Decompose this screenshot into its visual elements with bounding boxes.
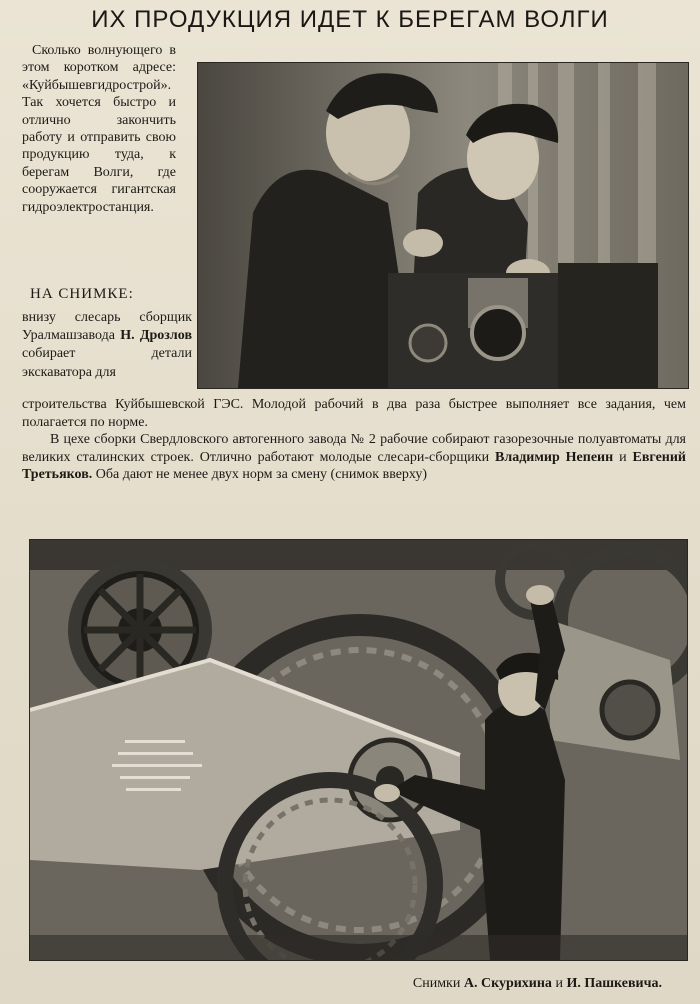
caption-p2-before: В цехе сборки Свердловского автогенного завода № 2 рабочие собирают газорезочные полуавтоматы для великих сталинских строек. Отлично работают молодые слесари-сборщики bbox=[22, 432, 686, 465]
photo-credits bbox=[0, 976, 662, 992]
photo-top-illustration bbox=[198, 63, 688, 388]
caption-side-before: внизу слесарь сборщик Уралмашзавода bbox=[22, 310, 192, 344]
headline: ИХ ПРОДУКЦИЯ ИДЕТ К БЕРЕГАМ ВОЛГИ bbox=[91, 6, 609, 33]
photo-excavator-assembly bbox=[29, 539, 688, 961]
caption-p2-after: Оба дают не менее двух норм за смену (снимок вверху) bbox=[95, 467, 428, 482]
caption-wide-line-1: строительства Куйбышевской ГЭС. Молодой рабочий в два раза быстрее выполняет все задания, чем полагается по норме. bbox=[22, 397, 686, 430]
caption-side-after: собирает детали экскаватора для bbox=[22, 346, 192, 380]
worker-name-nepein: Владимир Непеин bbox=[495, 449, 614, 465]
caption-heading: НА СНИМКЕ: bbox=[30, 286, 134, 302]
intro-paragraph: Сколько волнующего в этом коротком адресе: «Куйбышевгидрострой». Так хочется быстро и отлично закончить работу и отправить свою продукцию туда, к берегам Волги, где сооружается гигантская гидроэлектростанция. bbox=[22, 43, 176, 215]
caption-p2-and: и bbox=[619, 449, 627, 465]
photo-workers-at-machine bbox=[197, 62, 689, 389]
photographer-1: А. Скурихина bbox=[463, 976, 552, 991]
worker-name-tretyakov: Евгений Третьяков. bbox=[22, 449, 686, 482]
caption-wide-text bbox=[22, 396, 686, 484]
photographer-2: И. Пашкевича. bbox=[566, 976, 662, 991]
credits-and: и bbox=[555, 976, 563, 991]
caption-wide-paragraph-2 bbox=[22, 431, 686, 484]
worker-name-drozlov: Н. Дрозлов bbox=[120, 328, 192, 344]
credits-label: Снимки bbox=[412, 976, 461, 991]
caption-side-text bbox=[22, 309, 192, 382]
photo-bottom-illustration bbox=[30, 540, 687, 960]
